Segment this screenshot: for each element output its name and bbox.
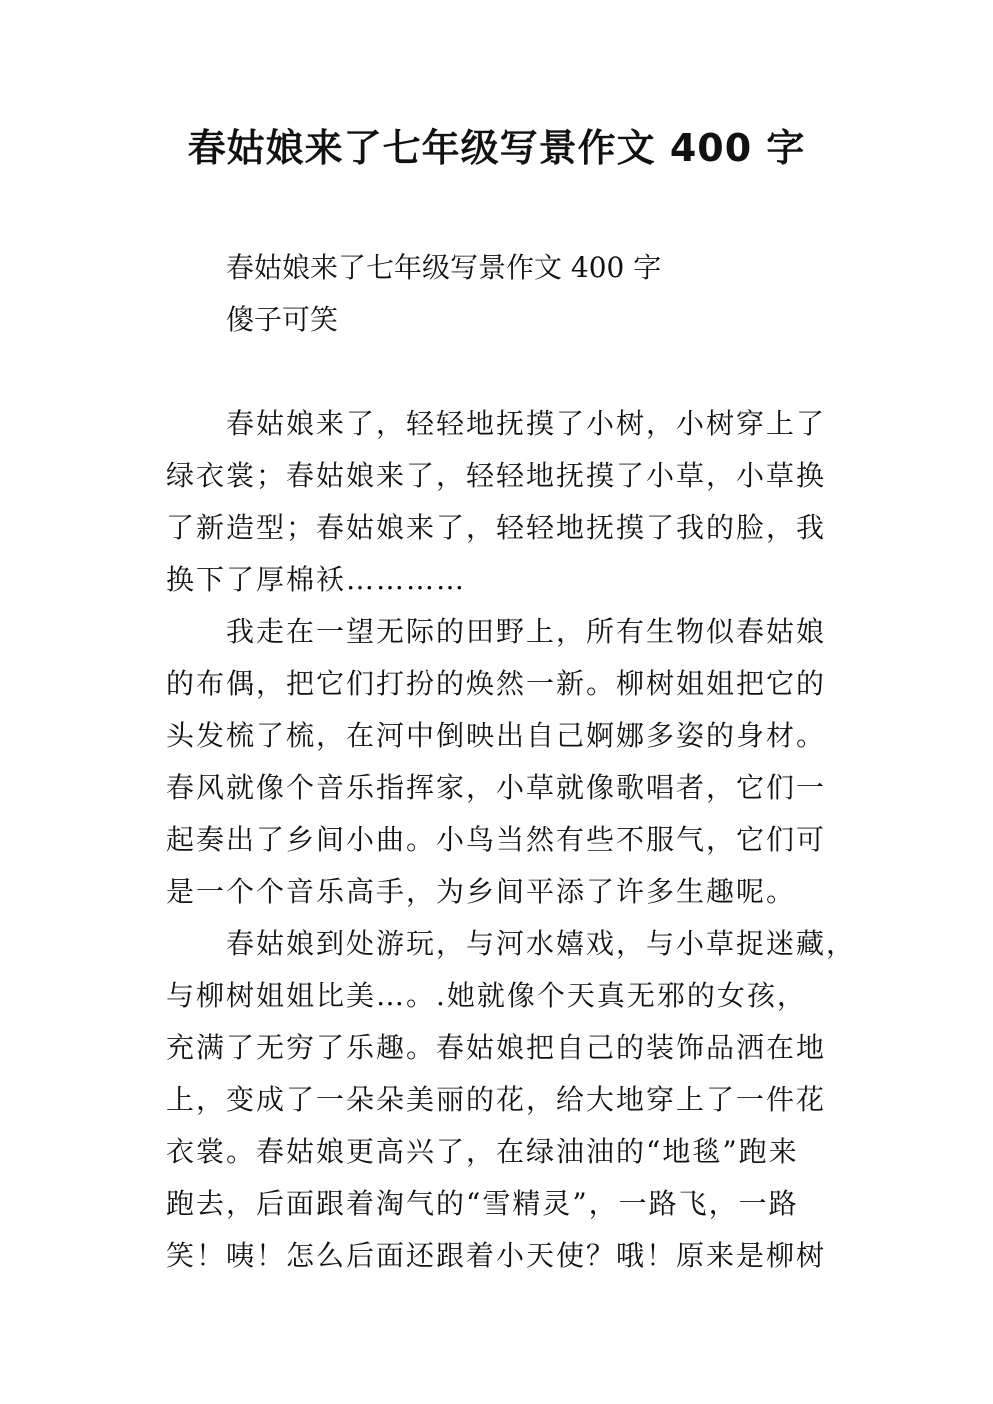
- paragraph-line: 头发梳了梳，在河中倒映出自己婀娜多姿的身材。: [166, 719, 827, 752]
- paragraph-line: 春姑娘来了，轻轻地抚摸了小树，小树穿上了: [226, 407, 827, 440]
- paragraph-line: 笑！咦！怎么后面还跟着小天使？哦！原来是柳树: [166, 1239, 827, 1272]
- paragraph-line: 起奏出了乡间小曲。小鸟当然有些不服气，它们可: [166, 823, 827, 856]
- paragraph-line: 春姑娘到处游玩，与河水嬉戏，与小草捉迷藏，: [226, 927, 857, 960]
- document-title: 春姑娘来了七年级写景作文 400 字: [187, 126, 806, 170]
- document-subtitle: 春姑娘来了七年级写景作文 400 字: [226, 251, 662, 284]
- document-author: 傻子可笑: [226, 303, 339, 336]
- paragraph-line: 换下了厚棉袄…………: [166, 563, 467, 596]
- paragraph-line: 与柳树姐姐比美…。.她就像个天真无邪的女孩，: [166, 979, 807, 1012]
- paragraph-line: 我走在一望无际的田野上，所有生物似春姑娘: [226, 615, 827, 648]
- paragraph-line: 了新造型；春姑娘来了，轻轻地抚摸了我的脸，我: [166, 511, 827, 544]
- paragraph-line: 衣裳。春姑娘更高兴了，在绿油油的“地毯”跑来: [166, 1135, 799, 1168]
- paragraph-line: 绿衣裳；春姑娘来了，轻轻地抚摸了小草，小草换: [166, 459, 827, 492]
- paragraph-line: 的布偶，把它们打扮的焕然一新。柳树姐姐把它的: [166, 667, 827, 700]
- paragraph-line: 是一个个音乐高手，为乡间平添了许多生趣呢。: [166, 875, 797, 908]
- paragraph-line: 跑去，后面跟着淘气的“雪精灵”，一路飞，一路: [166, 1187, 799, 1220]
- paragraph-line: 春风就像个音乐指挥家，小草就像歌唱者，它们一: [166, 771, 827, 804]
- paragraph-line: 上，变成了一朵朵美丽的花，给大地穿上了一件花: [166, 1083, 827, 1116]
- paragraph-line: 充满了无穷了乐趣。春姑娘把自己的装饰品洒在地: [166, 1031, 827, 1064]
